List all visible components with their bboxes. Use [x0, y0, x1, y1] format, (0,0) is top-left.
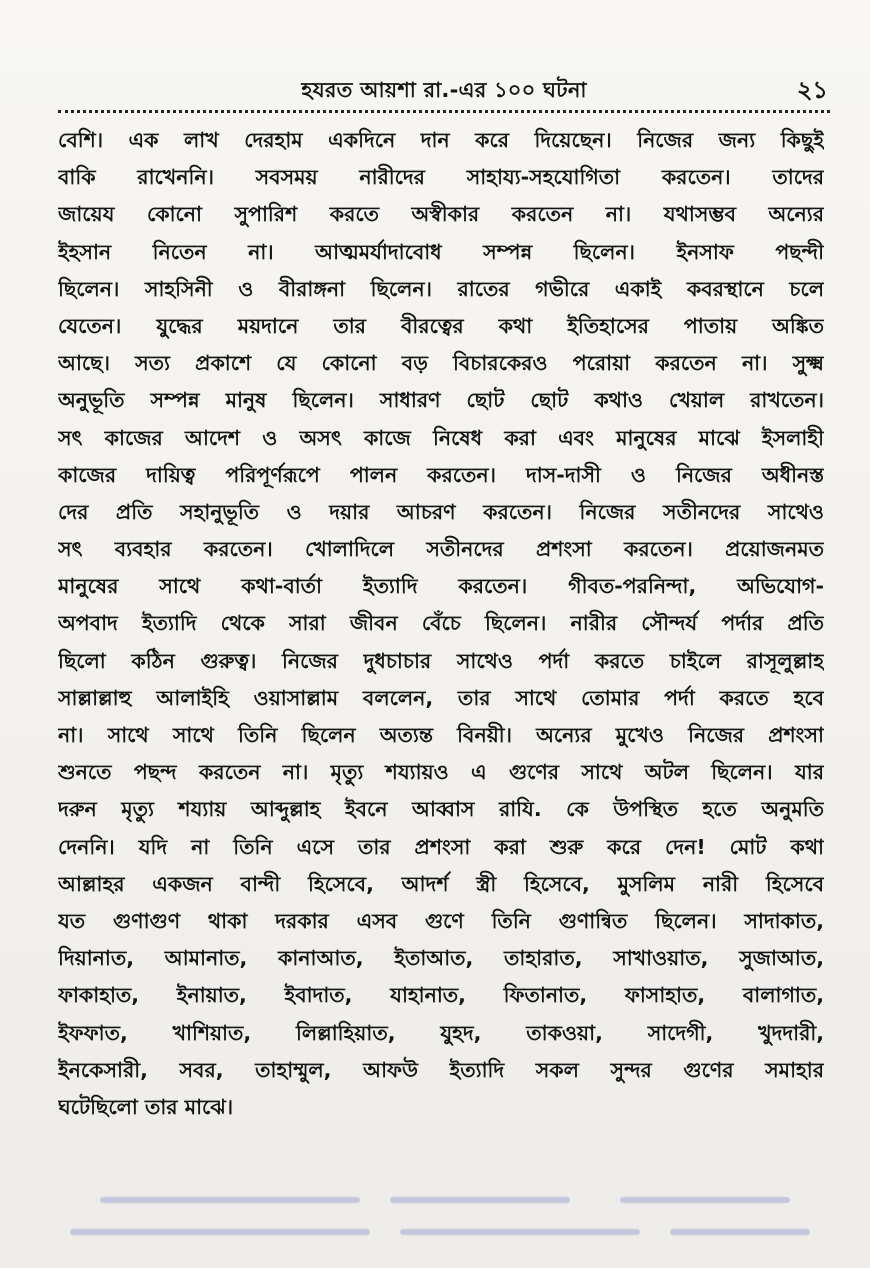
header-dotted-divider	[58, 110, 830, 113]
book-title: হযরত আয়শা রা.-এর ১০০ ঘটনা	[301, 78, 587, 102]
text-line-7: আছে। সত্য প্রকাশে যে কোনো বড় বিচারকেরও পরোয়া করতেন না। সুক্ষ্ম	[58, 351, 824, 376]
text-line-19: দরুন মৃত্যু শয্যায় আব্দুল্লাহ ইবনে আব্বাস রাযি. কে উপস্থিত হতে অনুমতি	[58, 797, 824, 822]
text-line-12: সৎ ব্যবহার করতেন। খোলাদিলে সতীনদের প্রশংসা করতেন। প্রয়োজনমত	[58, 537, 824, 562]
text-line-11: দের প্রতি সহানুভূতি ও দয়ার আচরণ করতেন। নিজের সতীনদের সাথেও	[58, 499, 824, 524]
text-line-13: মানুষের সাথে কথা-বার্তা ইত্যাদি করতেন। গীবত-পরনিন্দা, অভিযোগ-	[58, 574, 824, 599]
text-line-6: যেতেন। যুদ্ধের ময়দানে তার বীরত্বের কথা ইতিহাসের পাতায় অঙ্কিত	[58, 313, 824, 338]
text-line-16: সাল্লাল্লাহু আলাইহি ওয়াসাল্লাম বললেন, তার সাথে তোমার পর্দা করতে হবে	[58, 685, 824, 710]
reverse-side-bleed-through	[60, 1185, 820, 1255]
text-line-23: দিয়ানাত, আমানাত, কানাআত, ইতাআত, তাহারাত, সাখাওয়াত, সুজাআত,	[58, 946, 824, 971]
text-line-22: যত গুণাগুণ থাকা দরকার এসব গুণে তিনি গুণান্বিত ছিলেন। সাদাকাত,	[58, 908, 824, 933]
text-line-10: কাজের দায়িত্ব পরিপূর্ণরূপে পালন করতেন। দাস-দাসী ও নিজের অধীনস্ত	[58, 462, 824, 487]
text-line-1: বেশি। এক লাখ দেরহাম একদিনে দান করে দিয়েছেন। নিজের জন্য কিছুই	[58, 128, 824, 152]
text-line-18: শুনতে পছন্দ করতেন না। মৃত্যু শয্যায়ও এ গুণের সাথে অটল ছিলেন। যার	[58, 760, 824, 785]
page-number: ২১	[796, 76, 828, 104]
text-line-15: ছিলো কঠিন গুরুত্ব। নিজের দুধচাচার সাথেও পর্দা করতে চাইলে রাসূলুল্লাহ	[58, 648, 824, 673]
text-line-9: সৎ কাজের আদেশ ও অসৎ কাজে নিষেধ করা এবং মানুষের মাঝে ইসলাহী	[58, 425, 824, 450]
bleed-through-marks	[60, 1185, 820, 1255]
text-line-25: ইফফাত, খাশিয়াত, লিল্লাহিয়াত, যুহদ, তাকওয়া, সাদেগী, খুদদারী,	[58, 1020, 824, 1045]
text-line-20: দেননি। যদি না তিনি এসে তার প্রশংসা করা শুরু করে দেন! মোট কথা	[58, 834, 824, 859]
text-line-2: বাকি রাখেননি। সবসময় নারীদের সাহায্য-সহযোগিতা করতেন। তাদের	[58, 165, 824, 190]
text-line-4: ইহসান নিতেন না। আত্মমর্যাদাবোধ সম্পন্ন ছিলেন। ইনসাফ পছন্দী	[58, 239, 824, 264]
text-line-24: ফাকাহাত, ইনায়াত, ইবাদাত, যাহানাত, ফিতানাত, ফাসাহাত, বালাগাত,	[58, 983, 824, 1008]
text-line-14: অপবাদ ইত্যাদি থেকে সারা জীবন বেঁচে ছিলেন। নারীর সৌন্দর্য পর্দার প্রতি	[58, 611, 824, 636]
text-line-26: ইনকেসারী, সবর, তাহাম্মুল, আফউ ইত্যাদি সকল সুন্দর গুণের সমাহার	[58, 1057, 824, 1082]
text-line-5: ছিলেন। সাহসিনী ও বীরাঙ্গনা ছিলেন। রাতের গভীরে একাই কবরস্থানে চলে	[58, 276, 824, 301]
text-line-27: ঘটেছিলো তার মাঝে।	[58, 1094, 234, 1119]
text-line-17: না। সাথে সাথে তিনি ছিলেন অত্যন্ত বিনয়ী। অন্যের মুখেও নিজের প্রশংসা	[58, 723, 824, 747]
text-line-3: জায়েয কোনো সুপারিশ করতে অস্বীকার করতেন না। যথাসম্ভব অন্যের	[58, 202, 824, 227]
text-line-8: অনুভূতি সম্পন্ন মানুষ ছিলেন। সাধারণ ছোট ছোট কথাও খেয়াল রাখতেন।	[58, 388, 824, 413]
text-line-21: আল্লাহর একজন বান্দী হিসেবে, আদর্শ স্ত্রী হিসেবে, মুসলিম নারী হিসেবে	[58, 871, 824, 896]
body-paragraph	[58, 122, 824, 1126]
running-header	[58, 74, 830, 108]
